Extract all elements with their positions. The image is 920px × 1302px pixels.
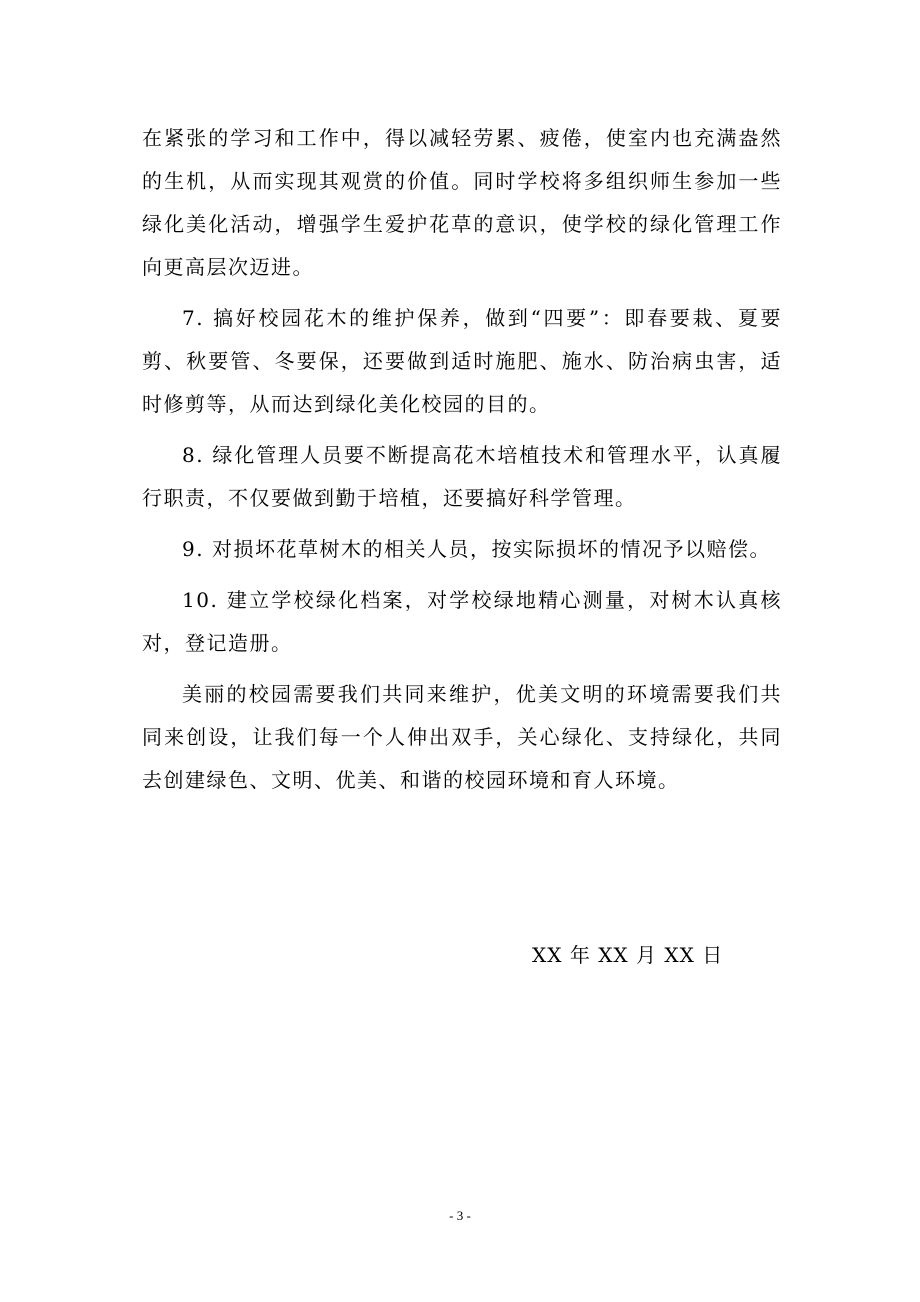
paragraph-conclusion: 美丽的校园需要我们共同来维护，优美文明的环境需要我们共同来创设，让我们每一个人伸出双手，关心绿化、支持绿化，共同去创建绿色、文明、优美、和谐的校园环境和育人环境。: [142, 682, 782, 792]
page-number: - 3 -: [449, 1208, 471, 1223]
paragraph-item-7: 7. 搞好校园花木的维护保养，做到“四要”：即春要栽、夏要剪、秋要管、冬要保，还要做到适时施肥、施水、防治病虫害，适时修剪等，从而达到绿化美化校园的目的。: [142, 306, 782, 416]
document-body: [142, 117, 782, 810]
paragraph-item-9: 9. 对损坏花草树木的相关人员，按实际损坏的情况予以赔偿。: [182, 537, 771, 561]
paragraph-continuation: 在紧张的学习和工作中，得以减轻劳累、疲倦，使室内也充满盎然的生机，从而实现其观赏的价值。同时学校将多组织师生参加一些绿化美化活动，增强学生爱护花草的意识，使学校的绿化管理工作向更高层次迈进。: [142, 126, 782, 279]
document-date: XX 年 XX 月 XX 日: [532, 943, 724, 967]
paragraph-item-8: 8. 绿化管理人员要不断提高花木培植技术和管理水平，认真履行职责，不仅要做到勤于培植，还要搞好科学管理。: [142, 443, 782, 510]
paragraph-item-10: 10. 建立学校绿化档案，对学校绿地精心测量，对树木认真核对，登记造册。: [142, 588, 782, 655]
